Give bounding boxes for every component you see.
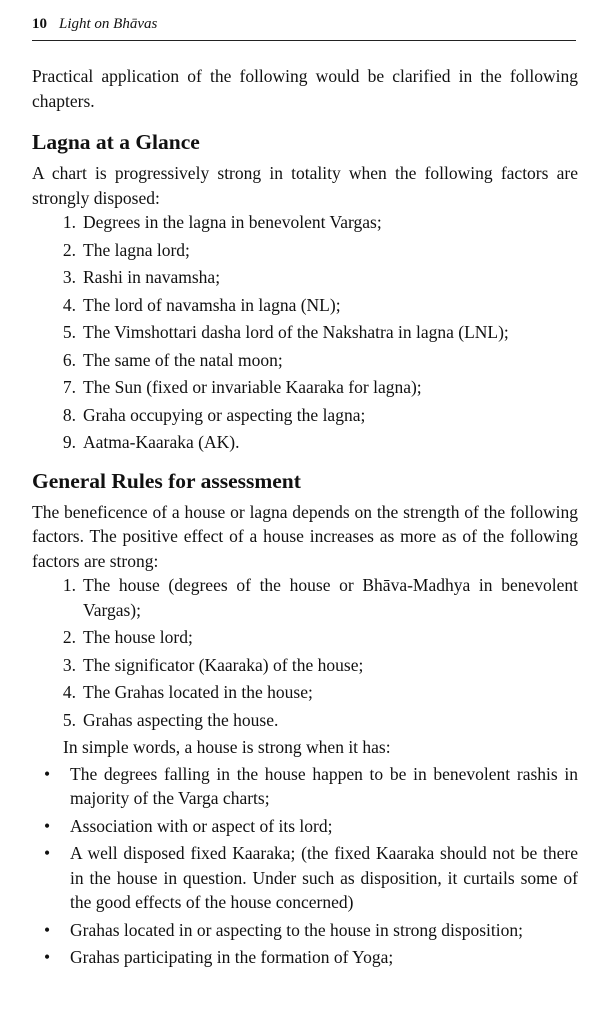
section-heading-lagna: Lagna at a Glance: [32, 130, 200, 154]
list-text: The Vimshottari dasha lord of the Nakshatra in lagna (LNL);: [83, 322, 509, 342]
bullet-mark: •: [44, 947, 51, 967]
list-number: 6.: [62, 349, 76, 370]
list-item: [32, 573, 578, 622]
bullet-mark: •: [44, 763, 51, 784]
list-number: 1.: [62, 212, 76, 232]
list-item: [32, 375, 578, 400]
list-number: 5.: [62, 322, 76, 342]
list-text: Graha occupying or aspecting the lagna;: [83, 404, 366, 425]
list-item: [32, 348, 578, 373]
list-item: [32, 293, 578, 318]
list-text: The lord of navamsha in lagna (NL);: [83, 294, 341, 315]
list-number: 4.: [62, 294, 76, 315]
list-item: [32, 210, 578, 235]
list-text: Degrees in the lagna in benevolent Vargas;: [83, 212, 382, 232]
list-item: [32, 265, 578, 290]
lagna-intro-paragraph: A chart is progressively strong in totality when the following factors are strongly disposed:: [32, 163, 578, 208]
bullet-mark: •: [44, 919, 51, 940]
book-title: Light on Bhāvas: [59, 16, 158, 32]
list-number: 4.: [62, 682, 76, 702]
list-number: 3.: [62, 654, 76, 675]
bullet-item: [32, 945, 578, 970]
house-factor-list: [32, 573, 578, 732]
bullet-text: Grahas located in or aspecting to the house in strong disposition;: [70, 919, 523, 940]
list-text: The Grahas located in the house;: [83, 682, 313, 702]
intro-paragraph: Practical application of the following would be clarified in the following chapters.: [32, 66, 578, 111]
page-content: [32, 64, 578, 973]
list-number: 9.: [62, 432, 76, 452]
bullet-mark: •: [44, 815, 51, 836]
bullet-text: A well disposed fixed Kaaraka; (the fixed Kaaraka should not be there in the house in question. Under such as disposition, it curtails some of the good effects of the house concerned): [70, 843, 578, 912]
bullet-text: Association with or aspect of its lord;: [70, 815, 333, 836]
list-text: The Sun (fixed or invariable Kaaraka for lagna);: [83, 377, 422, 397]
list-number: 2.: [62, 627, 76, 647]
list-item: [32, 653, 578, 678]
running-header: [32, 16, 576, 41]
list-number: 3.: [62, 267, 76, 287]
bullet-mark: •: [44, 843, 51, 863]
bullet-text: Grahas participating in the formation of Yoga;: [70, 947, 394, 967]
list-text: The same of the natal moon;: [83, 349, 283, 370]
simple-words-paragraph: In simple words, a house is strong when it has:: [63, 737, 391, 757]
page-number: 10: [32, 16, 47, 32]
list-text: Rashi in navamsha;: [83, 267, 221, 287]
strength-bullet-list: [32, 762, 578, 970]
list-item: [32, 320, 578, 345]
bullet-item: [32, 814, 578, 839]
list-text: Aatma-Kaaraka (AK).: [83, 432, 240, 452]
bullet-item: [32, 918, 578, 943]
lagna-factor-list: [32, 210, 578, 455]
list-item: [32, 680, 578, 705]
list-text: The house (degrees of the house or Bhāva-Madhya in benevolent Vargas);: [83, 575, 578, 620]
list-item: [32, 430, 578, 455]
general-rules-intro-paragraph: The beneficence of a house or lagna depends on the strength of the following factors. The positive effect of a house increases as more as of the following factors are strong:: [32, 501, 578, 571]
list-number: 7.: [62, 377, 76, 397]
list-text: The lagna lord;: [83, 239, 190, 260]
list-text: The house lord;: [83, 627, 193, 647]
list-number: 2.: [62, 239, 76, 260]
list-item: [32, 238, 578, 263]
list-text: The significator (Kaaraka) of the house;: [83, 654, 364, 675]
list-number: 8.: [62, 404, 76, 425]
list-text: Grahas aspecting the house.: [83, 709, 279, 730]
list-item: [32, 403, 578, 428]
list-number: 1.: [62, 575, 76, 595]
list-item: [32, 625, 578, 650]
bullet-text: The degrees falling in the house happen to be in benevolent rashis in majority of the Varga charts;: [70, 763, 578, 808]
list-number: 5.: [62, 709, 76, 730]
section-heading-general-rules: General Rules for assessment: [32, 468, 301, 493]
bullet-item: [32, 762, 578, 811]
bullet-item: [32, 841, 578, 915]
list-item: [32, 708, 578, 733]
